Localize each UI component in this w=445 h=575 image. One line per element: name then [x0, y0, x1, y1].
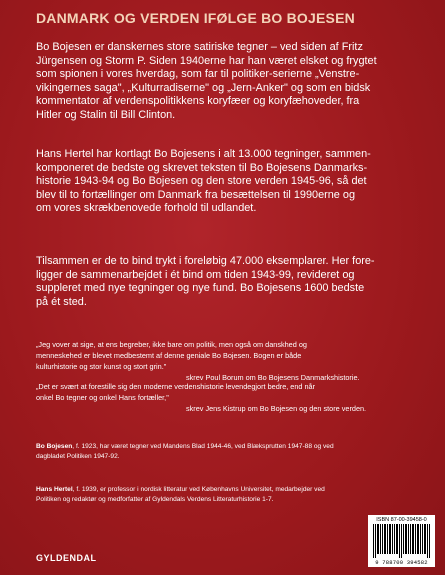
volume-paragraph	[36, 255, 428, 309]
volume-line: Tilsammen er de to bind trykt i foreløbig 47.000 eksemplarer. Her fore-	[36, 255, 375, 267]
bio-line: , f. 1923, har været tegner ved Mandens Blad 1944-46, ved Blæksprutten 1947-88 og ved	[72, 443, 334, 450]
quote-borum	[36, 339, 432, 383]
intro-line: kommentator af verdenspolitikkens koryfæer og koryfæhoveder, fra	[36, 95, 360, 107]
hertel-paragraph	[36, 148, 428, 216]
intro-line: Jürgensen og Storm P. Siden 1940erne har han været elsket og frygtet	[36, 54, 377, 67]
hertel-line: historie 1943-94 og Bo Bojesen og den store verden 1945-96, så det	[36, 175, 367, 187]
bio-name: Bo Bojesen	[36, 443, 73, 450]
intro-line: som spionen i vores hverdag, som far til politiker-serierne „Venstre-	[36, 68, 360, 80]
cover-title: DANMARK OG VERDEN IFØLGE BO BOJESEN	[36, 10, 355, 26]
hertel-line: komponeret de bedste og skrevet teksten til Bo Bojesens Danmarks-	[36, 161, 368, 174]
volume-line: på ét sted.	[36, 295, 87, 308]
intro-line: Hitler og Stalin til Bill Clinton.	[36, 108, 176, 121]
intro-line: vikingernes saga", „Kulturradiserne" og „Jern-Anker" og som en bidsk	[36, 81, 371, 94]
quote-line: „Det er svært at forestille sig den moderne verdenshistorie levendegjort bedre, end når	[36, 382, 316, 391]
bio-line: dagbladet Politiken 1947-92.	[36, 453, 120, 460]
bio-hertel	[36, 485, 432, 505]
quote-kistrup	[36, 381, 432, 414]
quote-line: „Jeg vover at sige, at ens begreber, ikke bare om politik, men også om danskhed og	[36, 340, 307, 349]
intro-line: Bo Bojesen er danskernes store satiriske tegner – ved siden af Fritz	[36, 41, 363, 53]
bio-bojesen	[36, 442, 432, 462]
hertel-line: om vores skrækbenovede forhold til udlandet.	[36, 202, 257, 214]
hertel-line: Hans Hertel har kortlagt Bo Bojesens i alt 13.000 tegninger, sammen-	[36, 148, 371, 160]
bio-line: Politiken og redaktør og medforfatter af Gyldendals Verdens Litteraturhistorie 1-7.	[36, 496, 274, 503]
quote-attribution: skrev Poul Borum om Bo Bojesens Danmarkshistorie.	[186, 373, 360, 382]
isbn-label: ISBN 87-00-39458-0	[376, 517, 427, 523]
intro-paragraph	[36, 41, 428, 122]
volume-line: suppleret med nye tegninger og nye fund. Bo Bojesens 1600 bedste	[36, 282, 365, 294]
barcode	[368, 515, 435, 567]
bio-line: , f. 1939, er professor i nordisk litteratur ved Københavns Universitet, medarbejder ved	[72, 486, 325, 493]
hertel-line: blev til to fortællinger om Danmark fra besættelsen til 1990erne og	[36, 188, 356, 201]
volume-line: ligger de sammenarbejdet i ét bind om tiden 1943-99, revideret og	[36, 268, 355, 281]
ean-number: 9 788700 394582	[375, 559, 428, 566]
bio-name: Hans Hertel	[36, 486, 73, 493]
quote-attribution: skrev Jens Kistrup om Bo Bojesen og den store verden.	[186, 404, 367, 413]
quote-line: onkel Bo tegner og onkel Hans fortæller,"	[36, 393, 169, 402]
quote-line: kulturhistorie og stor kunst og stort grin."	[36, 362, 167, 371]
publisher-logo: GYLDENDAL	[36, 553, 97, 563]
quote-line: menneskehed er blevet medbestemt af denne geniale Bo Bojesen. Bogen er både	[36, 351, 302, 360]
barcode-icon	[373, 524, 430, 558]
